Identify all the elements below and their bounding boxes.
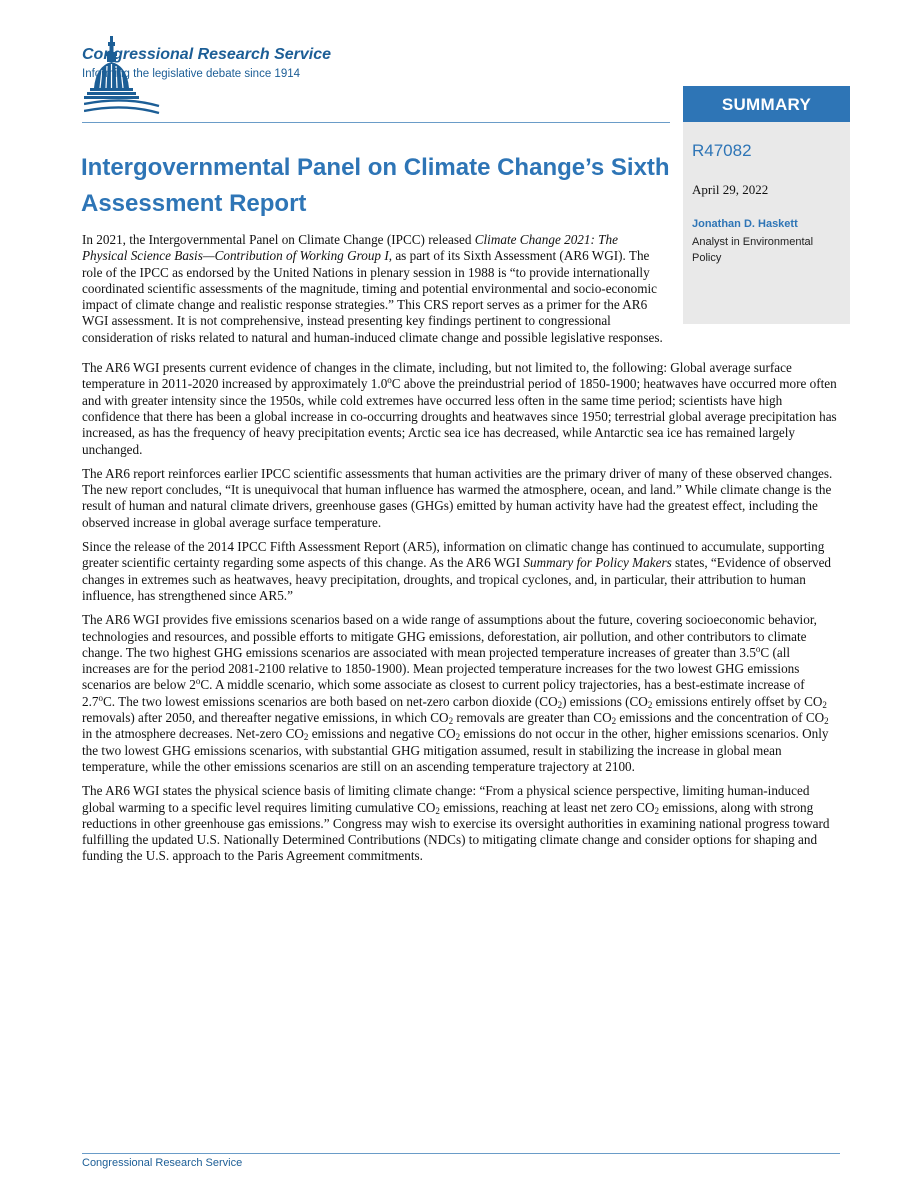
text-run: Since the release of the 2014 IPCC Fifth Assessment Report (AR5), information on climatic change has continued to accumulate, supporting greater scientific certainty regarding some aspects of this change. As the AR6 WGI bbox=[82, 539, 825, 571]
text-run: emissions entirely offset by CO bbox=[652, 693, 823, 709]
org-name: Congressional Research Service bbox=[82, 46, 332, 63]
text-run: in the atmosphere decreases. Net-zero CO bbox=[82, 726, 304, 742]
report-number: R47082 bbox=[692, 141, 752, 160]
text-run: removals are greater than CO bbox=[453, 710, 612, 726]
publication-title: Summary for Policy Makers bbox=[523, 555, 672, 571]
paragraph-2 bbox=[82, 360, 840, 458]
subscript: 2 bbox=[611, 716, 617, 727]
subscript: 2 bbox=[303, 732, 309, 743]
subscript: 2 bbox=[455, 732, 461, 743]
header-divider bbox=[82, 122, 670, 123]
org-tagline: Informing the legislative debate since 1914 bbox=[82, 68, 301, 80]
subscript: 2 bbox=[654, 805, 660, 816]
paragraph-4 bbox=[82, 539, 840, 604]
publication-title: Climate Change 2021: The Physical Science Basis—Contribution of Working Group I bbox=[82, 232, 618, 264]
degree-sign: o bbox=[195, 676, 201, 687]
text-run: emissions and the concentration of CO bbox=[616, 710, 825, 726]
subscript: 2 bbox=[557, 699, 563, 710]
paragraph-6 bbox=[82, 783, 840, 864]
text-run: C. The two lowest emissions scenarios are both based on net-zero carbon dioxide (CO bbox=[102, 693, 558, 709]
sidebar-wrap-spacer bbox=[665, 232, 840, 324]
text-run: emissions, reaching at least net zero CO bbox=[439, 799, 655, 815]
text-run: states, “Evidence of observed changes in extremes such as heatwaves, heavy precipitation, droughts, and tropical cyclones, and, in particular, their attribution to human influence, has strengthened since AR5.” bbox=[82, 555, 832, 603]
summary-banner: SUMMARY bbox=[683, 86, 850, 122]
footer-divider bbox=[82, 1153, 840, 1154]
text-run: The AR6 WGI provides five emissions scenarios based on a wide range of assumptions about the future, covering socioeconomic behavior, technologies and resources, and possible efforts to mitigate GHG emissions, deforestation, air pollution, and other contributors to climate change. The two highest GHG emissions scenarios are associated with mean projected temperature increases of greater than 3.5 bbox=[82, 612, 817, 660]
text-run: ) emissions (CO bbox=[562, 693, 648, 709]
text-run: emissions and negative CO bbox=[308, 726, 456, 742]
text-run: emissions, along with strong reductions in other greenhouse gas emissions.” Congress may wish to exercise its oversight authorities in examining national progress toward fulfilling the updated U.S. Nationally Determined Contributions (NDCs) to mitigating climate change and consider options for shaping and funding the U.S. approach to the Paris Agreement commitments. bbox=[82, 799, 830, 864]
footer-org-name: Congressional Research Service bbox=[82, 1157, 243, 1169]
text-run: , as part of its Sixth Assessment (AR6 WGI). The role of the IPCC as endorsed by the United Nations in plenary session in 1988 is “to provide internationally coordinated scientific assessments of the magnitude, timing and potential environmental and socio-economic impact of climate change and realistic response strategies.” This CRS report serves as a primer for the AR6 WGI assessment. It is not comprehensive, instead presenting key findings pertinent to congressional consideration of risks related to natural and human-induced climate change and possible legislative responses. bbox=[82, 248, 663, 345]
author-title: Analyst in Environmental Policy bbox=[692, 236, 814, 264]
degree-sign: o bbox=[98, 692, 103, 703]
text-run: The AR6 WGI presents current evidence of changes in the climate, including, but not limited to, the following: Global average surface temperature in 2011-2020 increased by approximately 1.0 bbox=[82, 360, 792, 392]
subscript: 2 bbox=[824, 716, 829, 727]
text-run: In 2021, the Intergovernmental Panel on Climate Change (IPCC) released bbox=[82, 232, 475, 247]
text-run: C above the preindustrial period of 1850-1900; heatwaves have occurred more often and with greater intensity since the 1950s, while cold extremes have occurred less often in the same time period; scientists have high confidence that there has been a global increase in co-occurring droughts and heatwaves since 1950; terrestrial global average precipitation has increased, as has the frequency of heavy precipitation events; Arctic sea ice has decreased, while Antarctic sea ice has remained largely unchanged. bbox=[82, 376, 837, 457]
text-run: C (all increases are for the period 2081-2100 relative to 1850-1900). Mean projected temperature increases for the two lowest GHG emissions scenarios are below 2 bbox=[82, 644, 800, 693]
subscript: 2 bbox=[448, 716, 454, 727]
text-run: The AR6 WGI states the physical science basis of limiting climate change: “From a physical science perspective, limiting human-induced global warming to a specific level requires limiting cumulative CO bbox=[82, 783, 810, 815]
subscript: 2 bbox=[822, 699, 827, 710]
subscript: 2 bbox=[435, 805, 440, 816]
degree-sign: o bbox=[755, 643, 761, 654]
paragraph-3: The AR6 report reinforces earlier IPCC scientific assessments that human activities are the primary driver of many of these observed changes. The new report concludes, “It is unequivocal that human influence has warmed the atmosphere, ocean, and land.” While climate change is the result of human and natural climate drivers, greenhouse gases (GHGs) emitted by human activity have had the greatest effect, including the observed increase in global average surface temperature. bbox=[82, 465, 833, 530]
text-run: removals) after 2050, and thereafter negative emissions, in which CO bbox=[82, 710, 449, 726]
report-title: Intergovernmental Panel on Climate Change’s Sixth Assessment Report bbox=[81, 154, 670, 217]
report-date: April 29, 2022 bbox=[692, 182, 769, 197]
author-name: Jonathan D. Haskett bbox=[692, 218, 798, 230]
degree-sign: o bbox=[387, 375, 392, 386]
paragraph-5 bbox=[82, 612, 840, 775]
report-body bbox=[82, 232, 840, 873]
text-run: emissions do not occur in the other, higher emissions scenarios. Only the two lowest GHG emissions scenarios, with substantial GHG mitigation assumed, result in stabilizing the increase in global mean temperature, while the other emissions scenarios are still on an ascending temperature trajectory at 2100. bbox=[82, 726, 829, 774]
text-run: C. A middle scenario, which some associate as closest to current policy trajectories, has a best-estimate increase of 2.7 bbox=[82, 677, 805, 709]
subscript: 2 bbox=[647, 699, 653, 710]
